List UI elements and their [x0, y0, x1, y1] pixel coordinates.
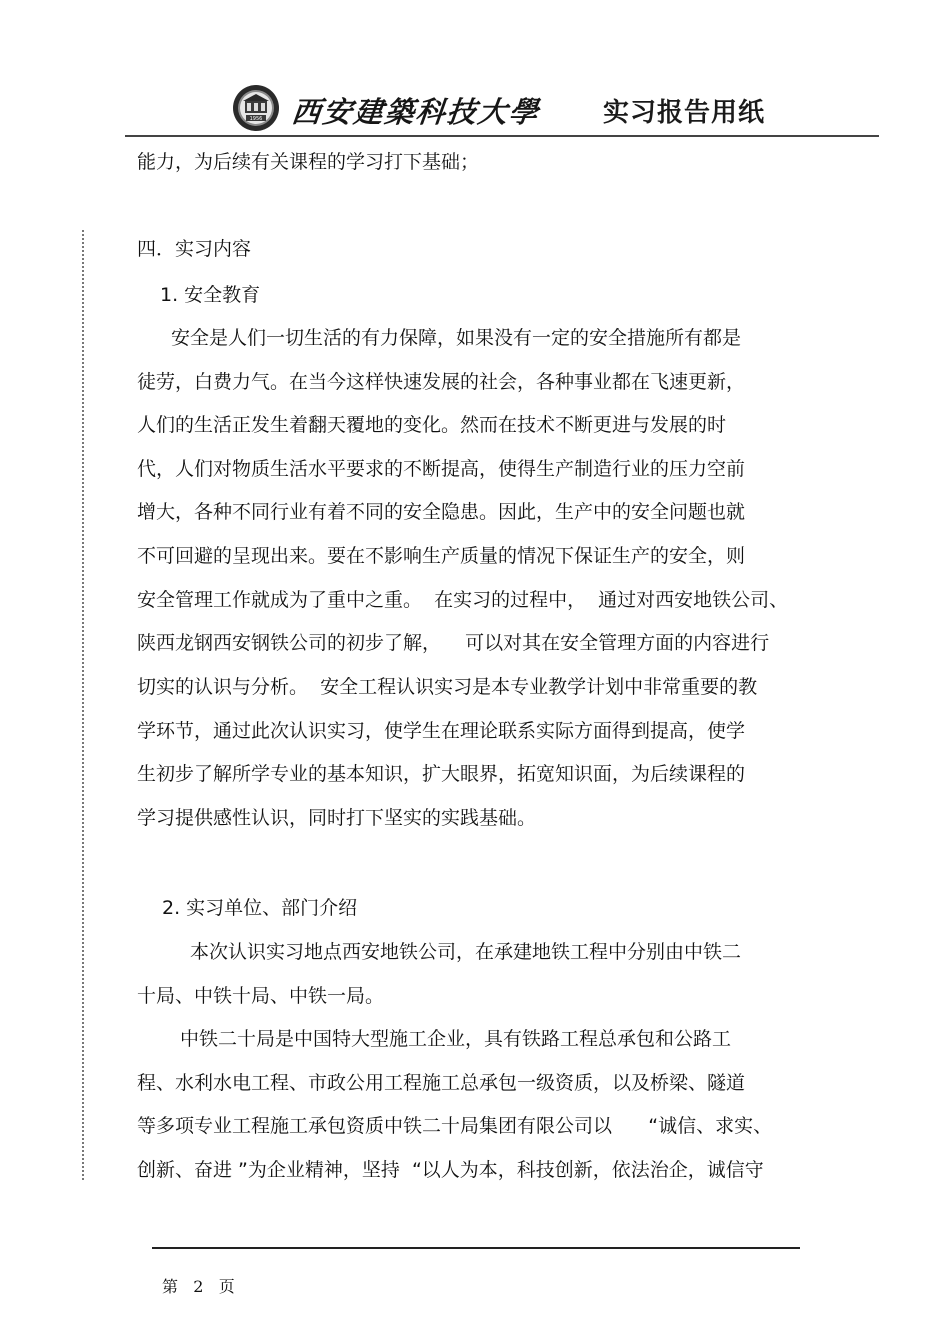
text-line: 生初步了解所学专业的基本知识，扩大眼界，拓宽知识面，为后续课程的 — [137, 763, 746, 785]
page-header — [0, 70, 950, 140]
footer-divider — [152, 1247, 800, 1249]
text-line: 徒劳，白费力气。在当今这样快速发展的社会，各种事业都在飞速更新， — [137, 371, 746, 393]
binding-margin-line — [82, 230, 84, 1180]
text-line: 切实的认识与分析。 安全工程认识实习是本专业教学计划中非常重要的教 — [137, 676, 758, 698]
text-line: 陕西龙钢西安钢铁公司的初步了解， 可以对其在安全管理方面的内容进行 — [137, 632, 770, 654]
text-line: 程、水利水电工程、市政公用工程施工总承包一级资质，以及桥梁、隧道 — [137, 1072, 746, 1094]
text-line: 等多项专业工程施工承包资质中铁二十局集团有限公司以 “诚信、求实、 — [137, 1115, 773, 1137]
text-line: 代，人们对物质生活水平要求的不断提高，使得生产制造行业的压力空前 — [137, 458, 746, 480]
text-line: 增大，各种不同行业有着不同的安全隐患。因此，生产中的安全问题也就 — [137, 501, 746, 523]
text-line: 本次认识实习地点西安地铁公司，在承建地铁工程中分别由中铁二 — [190, 941, 742, 963]
header-divider — [125, 135, 879, 137]
text-line: 中铁二十局是中国特大型施工企业，具有铁路工程总承包和公路工 — [180, 1028, 732, 1050]
text-line: 能力，为后续有关课程的学习打下基础； — [137, 151, 480, 173]
text-line: 学习提供感性认识，同时打下坚实的实践基础。 — [137, 807, 537, 829]
text-line: 创新、奋进 ”为企业精神，坚持 “以人为本，科技创新，依法治企，诚信守 — [137, 1159, 764, 1181]
page-number: 第 2 页 — [162, 1277, 235, 1296]
section-heading: 四．实习内容 — [137, 238, 252, 260]
text-line: 不可回避的呈现出来。要在不影响生产质量的情况下保证生产的安全，则 — [137, 545, 746, 567]
text-line: 安全是人们一切生活的有力保障，如果没有一定的安全措施所有都是 — [171, 327, 742, 349]
text-line: 十局、中铁十局、中铁一局。 — [137, 985, 385, 1007]
report-paper-label: 实习报告用纸 — [603, 98, 766, 128]
university-name: 西安建築科技大學 — [290, 95, 542, 129]
svg-text:1956: 1956 — [249, 116, 263, 122]
subsection-heading: 1. 安全教育 — [160, 284, 261, 306]
text-line: 安全管理工作就成为了重中之重。 在实习的过程中， 通过对西安地铁公司、 — [137, 589, 789, 611]
subsection-heading: 2. 实习单位、部门介绍 — [162, 897, 358, 919]
text-line: 人们的生活正发生着翻天覆地的变化。然而在技术不断更进与发展的时 — [137, 414, 727, 436]
university-seal-icon — [232, 84, 280, 132]
text-line: 学环节，通过此次认识实习，使学生在理论联系实际方面得到提高，使学 — [137, 720, 746, 742]
